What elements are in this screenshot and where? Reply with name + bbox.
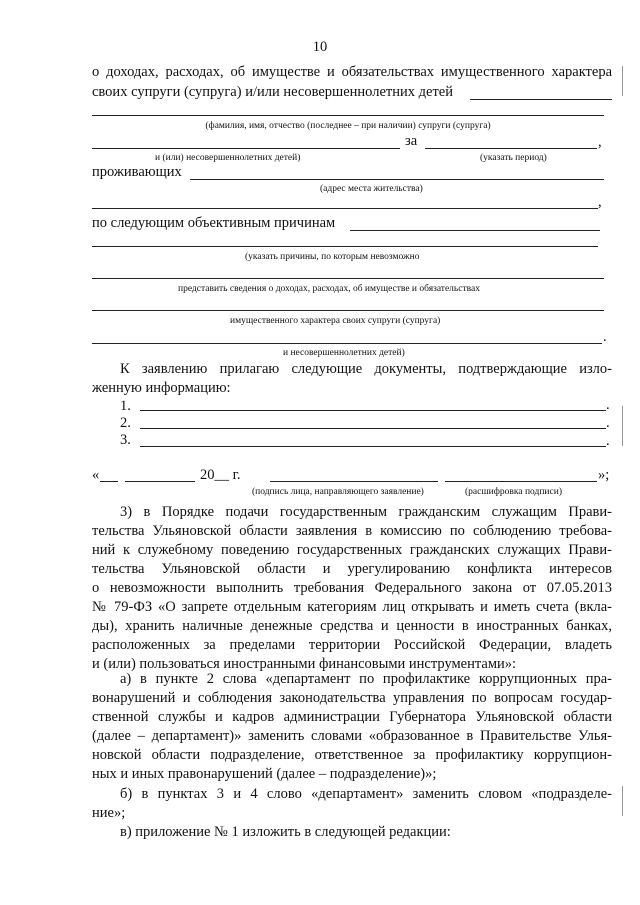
caption: и несовершеннолетних детей) [283,348,405,358]
paragraph-line: 3) в Порядке подачи государственным гражданским служащим Прави- [120,504,612,520]
paragraph-line: ственной службы и кадров администрации Губернатора Ульяновской области [92,709,612,725]
date-year: 20__ г. [200,467,241,483]
text-line: . [606,415,610,431]
caption: представить сведения о доходах, расходах, об имуществе и обязательствах [178,284,480,294]
paragraph-line: № 79-ФЗ «О запрете отдельным категориям лиц открывать и иметь счета (вкла- [92,599,612,615]
paragraph-line: в) приложение № 1 изложить в следующей редакции: [120,824,451,840]
paragraph-line: а) в пункте 2 слова «департамент по профилактике коррупционных пра- [120,671,612,687]
caption: и (или) несовершеннолетних детей) [155,153,301,163]
fill-line [350,230,600,231]
paragraph-line: ных и иных правонарушений (далее – подразделение)»; [92,766,437,782]
caption: имущественного характера своих супруги (супруга) [230,316,441,326]
text-line: « [92,467,100,483]
paragraph-line: К заявлению прилагаю следующие документы, подтверждающие изло- [120,361,612,377]
text-line: своих супруги (супруга) и/или несовершеннолетних детей [92,84,453,100]
scan-edge-mark [622,66,623,96]
caption: (фамилия, имя, отчество (последнее – при наличии) супруги (супруга) [205,121,491,131]
paragraph-line: (далее – департамент)» заменить словами «образованное в Правительстве Улья- [92,728,612,744]
caption: (указать причины, по которым невозможно [245,252,420,262]
text-line: о доходах, расходах, об имуществе и обязательствах имущественного характера [92,64,612,80]
fill-line [92,278,604,279]
paragraph-line: и (или) пользоваться иностранными финансовыми инструментами»: [92,656,517,672]
fill-line [140,410,606,411]
text-line: . [603,329,607,345]
paragraph-line: ний к служебному поведению государственных гражданских служащих Прави- [92,542,612,558]
text-line: проживающих [92,164,182,180]
fill-line [92,246,598,247]
paragraph-line: женную информацию: [92,380,231,396]
paragraph-line: о невозможности выполнить требования Федерального закона от 07.05.2013 [92,580,612,596]
caption: (подпись лица, направляющего заявление) [252,487,424,497]
text-line: за [405,133,418,149]
scan-edge-mark [622,786,623,816]
fill-line [100,481,118,482]
paragraph-line: тельства Ульяновской области заявления в комиссию по соблюдению требова- [92,523,612,539]
fill-line [190,179,604,180]
caption: (расшифровка подписи) [465,487,562,497]
fill-line [92,148,400,149]
text-line: »; [598,467,610,483]
fill-line [92,310,604,311]
text-line: , [598,134,602,150]
paragraph-line: б) в пунктах 3 и 4 слово «департамент» заменить словом «подразделе- [120,786,612,802]
list-number: 2. [120,415,131,431]
paragraph-line: ды), хранить наличные денежные средства и ценности в иностранных банках, [92,618,612,634]
text-line: . [606,397,610,413]
page-number: 10 [312,39,328,55]
fill-line [140,428,606,429]
paragraph-line: вонарушений и соблюдения законодательства управления по вопросам государ- [92,690,612,706]
paragraph-line: тельства Ульяновской области и урегулированию конфликта интересов [92,561,612,577]
list-number: 3. [120,432,131,448]
fill-line [92,115,604,116]
paragraph-line: расположенных за пределами территории Российской Федерации, владеть [92,637,612,653]
fill-line [140,446,606,447]
caption: (адрес места жительства) [320,184,423,194]
text-line: , [598,194,602,210]
list-number: 1. [120,398,131,414]
fill-line [92,343,602,344]
paragraph-line: новской области подразделение, ответственное за профилактику коррупцион- [92,747,612,763]
text-line: по следующим объективным причинам [92,215,336,231]
text-line: . [606,433,610,449]
scan-edge-mark [622,406,623,446]
fill-line [270,481,438,482]
caption: (указать период) [480,153,547,163]
fill-line [425,148,597,149]
paragraph-line: ние»; [92,805,126,821]
fill-line [445,481,597,482]
fill-line [125,481,195,482]
fill-line [92,208,598,209]
fill-line [470,99,612,100]
